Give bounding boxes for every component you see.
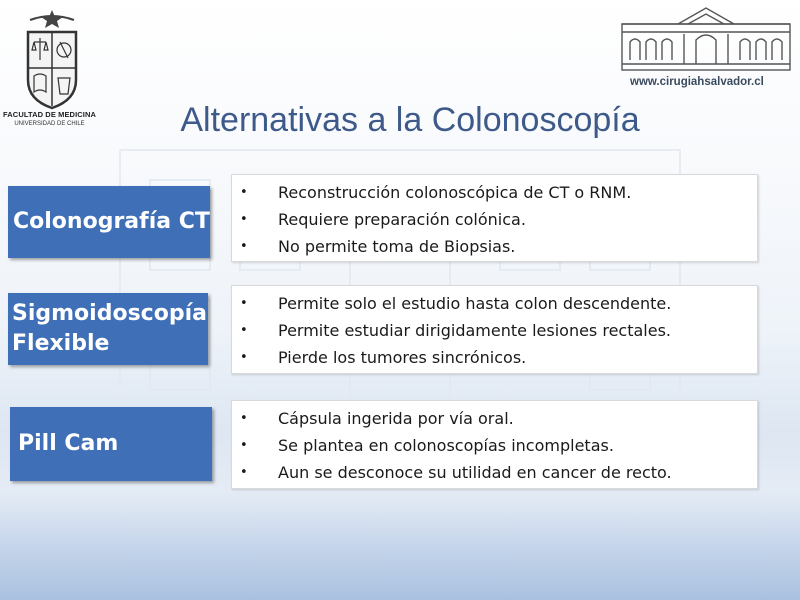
label-sigmoidoscopia-flexible [8,293,208,365]
bullets-colonografia-ct [231,174,758,262]
bullet-icon: • [240,438,248,453]
hospital-building-icon [618,4,794,76]
section-label: Sigmoidoscopía Flexible [12,301,207,356]
section-label: Colonografía CT [13,209,210,234]
bullet-icon: • [240,185,248,200]
list-item: • Requiere preparación colónica. [232,206,757,233]
list-item: • Pierde los tumores sincrónicos. [232,344,757,371]
list-item: • Reconstrucción colonoscópica de CT o RNM. [232,179,757,206]
bullet-icon: • [240,350,248,365]
label-pill-cam [10,407,212,481]
bullets-sigmoidoscopia-flexible [231,285,758,374]
footer-band [0,490,800,600]
list-item: • Aun se desconoce su utilidad en cancer de recto. [232,459,757,486]
university-name: UNIVERSIDAD DE CHILE [14,121,85,127]
website-url[interactable]: www.cirugiahsalvador.cl [630,76,764,88]
bullet-icon: • [240,296,248,311]
bullet-icon: • [240,465,248,480]
faculty-name: FACULTAD DE MEDICINA [3,110,96,119]
list-item: • Permite estudiar dirigidamente lesiones rectales. [232,317,757,344]
label-colonografia-ct [8,186,210,258]
list-item: • Permite solo el estudio hasta colon descendente. [232,290,757,317]
section-label: Pill Cam [18,431,119,456]
bullet-icon: • [240,411,248,426]
list-item: • Se plantea en colonoscopías incompletas. [232,432,757,459]
bullet-icon: • [240,239,248,254]
bullet-icon: • [240,212,248,227]
slide-title: Alternativas a la Colonoscopía [180,101,640,139]
list-item: • Cápsula ingerida por vía oral. [232,405,757,432]
bullet-icon: • [240,323,248,338]
list-item: • No permite toma de Biopsias. [232,233,757,260]
bullets-pill-cam [231,400,758,489]
